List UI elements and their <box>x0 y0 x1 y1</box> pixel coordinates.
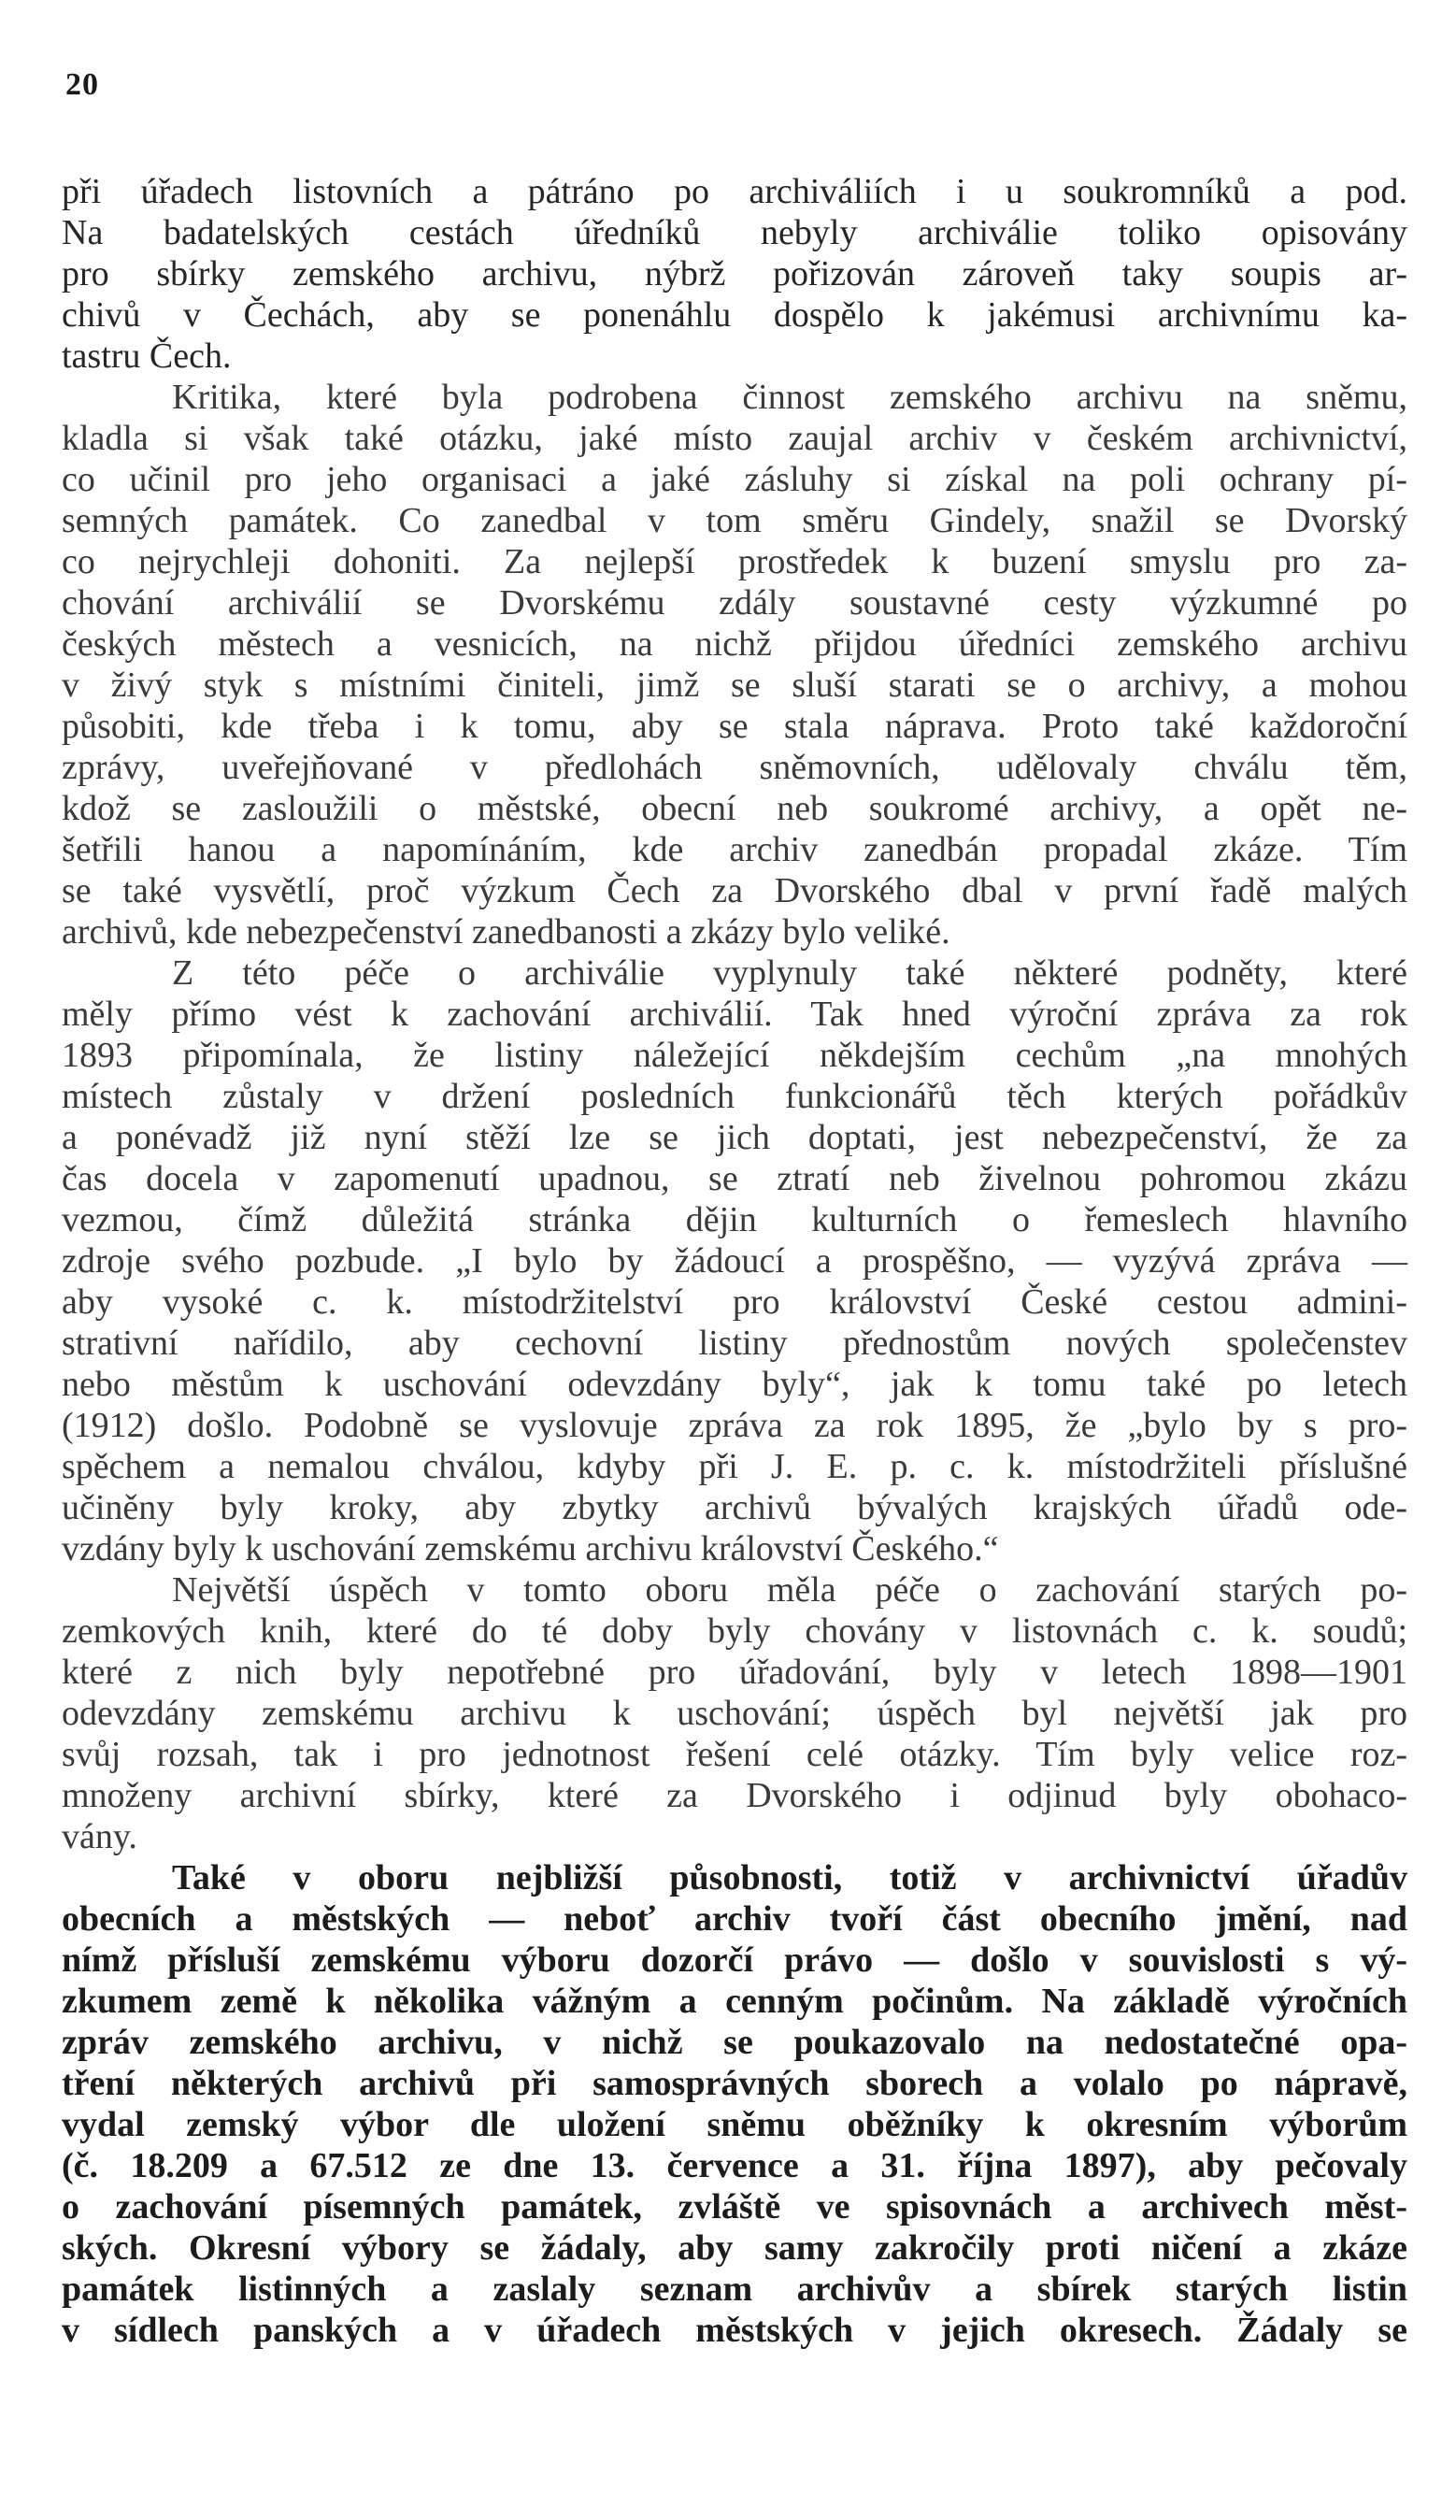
text-line: vezmou, čímž důležitá stránka dějin kulturních o řemeslech hlavního <box>62 1200 1407 1239</box>
text-line: kladla si však také otázku, jaké místo zaujal archiv v českém archivnictví, <box>62 419 1407 458</box>
text-line: zemkových knih, které do té doby byly chovány v listovnách c. k. soudů; <box>62 1611 1407 1651</box>
text-line: pro sbírky zemského archivu, nýbrž pořizován zároveň taky soupis ar- <box>62 254 1407 294</box>
text-line: vzdány byly k uschování zemskému archivu království Českého.“ <box>62 1529 999 1568</box>
text-line: čas docela v zapomenutí upadnou, se ztratí neb živelnou pohromou zkázu <box>62 1159 1407 1198</box>
text-line: kdož se zasloužili o městské, obecní neb soukromé archivy, a opět ne- <box>62 789 1407 828</box>
page-number: 20 <box>65 67 99 102</box>
text-line: Největší úspěch v tomto oboru měla péče o zachování starých po- <box>172 1570 1407 1610</box>
text-line: ských. Okresní výbory se žádaly, aby samy zakročily proti ničení a zkáze <box>62 2228 1407 2268</box>
text-line: které z nich byly nepotřebné pro úřadování, byly v letech 1898—1901 <box>62 1653 1407 1692</box>
text-line: strativní nařídilo, aby cechovní listiny přednostům nových společenstev <box>62 1324 1407 1363</box>
text-line: semných památek. Co zanedbal v tom směru Gindely, snažil se Dvorský <box>62 501 1407 540</box>
text-line: Na badatelských cestách úředníků nebyly archiválie toliko opisovány <box>62 213 1407 252</box>
text-line: Z této péče o archiválie vyplynuly také některé podněty, které <box>172 953 1407 993</box>
text-line: v sídlech panských a v úřadech městských v jejich okresech. Žádaly se <box>62 2311 1407 2350</box>
text-line: archivů, kde nebezpečenství zanedbanosti a zkázy bylo veliké. <box>62 912 950 952</box>
paragraph <box>62 377 1407 952</box>
text-line: (č. 18.209 a 67.512 ze dne 13. července a 31. října 1897), aby pečovaly <box>62 2146 1407 2185</box>
text-line: chování archiválií se Dvorskému zdály soustavné cesty výzkumné po <box>62 583 1407 623</box>
text-line: zprávy, uveřejňované v předlohách sněmovních, udělovaly chválu těm, <box>62 748 1407 787</box>
text-line: měly přímo vést k zachování archiválií. Tak hned výroční zpráva za rok <box>62 995 1407 1034</box>
text-line: vány. <box>62 1817 137 1856</box>
text-line: co nejrychleji dohoniti. Za nejlepší prostředek k buzení smyslu pro za- <box>62 542 1407 581</box>
text-line: obecních a městských — neboť archiv tvoří část obecního jmění, nad <box>62 1899 1407 1939</box>
text-line: v živý styk s místními činiteli, jimž se sluší starati se o archivy, a mohou <box>62 666 1407 705</box>
paragraph <box>62 1857 1407 2351</box>
text-line: odevzdány zemskému archivu k uschování; úspěch byl největší jak pro <box>62 1694 1407 1733</box>
paragraph <box>62 1569 1407 1857</box>
text-line: chivů v Čechách, aby se ponenáhlu dospělo k jakémusi archivnímu ka- <box>62 295 1407 335</box>
text-line: množeny archivní sbírky, které za Dvorského i odjinud byly obohaco- <box>62 1776 1407 1815</box>
text-line: Také v oboru nejbližší působnosti, totiž v archivnictví úřadův <box>172 1858 1407 1897</box>
text-line: působiti, kde třeba i k tomu, aby se stala náprava. Proto také každoroční <box>62 707 1407 746</box>
text-line: co učinil pro jeho organisaci a jaké zásluhy si získal na poli ochrany pí- <box>62 460 1407 499</box>
paragraph <box>62 171 1407 377</box>
text-line: nímž přísluší zemskému výboru dozorčí právo — došlo v souvislosti s vý- <box>62 1940 1407 1980</box>
text-line: 1893 připomínala, že listiny náležející někdejším cechům „na mnohých <box>62 1036 1407 1075</box>
text-line: Kritika, které byla podrobena činnost zemského archivu na sněmu, <box>172 378 1407 417</box>
text-line: vydal zemský výbor dle uložení sněmu oběžníky k okresním výborům <box>62 2105 1407 2144</box>
text-line: šetřili hanou a napomínáním, kde archiv zanedbán propadal zkáze. Tím <box>62 830 1407 869</box>
text-line: (1912) došlo. Podobně se vyslovuje zpráva za rok 1895, že „bylo by s pro- <box>62 1406 1407 1445</box>
text-line: zpráv zemského archivu, v nichž se poukazovalo na nedostatečné opa- <box>62 2023 1407 2062</box>
text-line: zkumem země k několika vážným a cenným počinům. Na základě výročních <box>62 1982 1407 2021</box>
paragraph <box>62 952 1407 1569</box>
text-line: a ponévadž již nyní stěží lze se jich doptati, jest nebezpečenství, že za <box>62 1118 1407 1157</box>
text-line: učiněny byly kroky, aby zbytky archivů bývalých krajských úřadů ode- <box>62 1488 1407 1527</box>
text-line: při úřadech listovních a pátráno po archiváliích i u soukromníků a pod. <box>62 172 1407 211</box>
text-line: tastru Čech. <box>62 336 232 376</box>
text-line: českých městech a vesnicích, na nichž přijdou úředníci zemského archivu <box>62 624 1407 664</box>
text-line: tření některých archivů při samosprávných sborech a volalo po nápravě, <box>62 2064 1407 2103</box>
text-line: aby vysoké c. k. místodržitelství pro království České cestou admini- <box>62 1282 1407 1322</box>
text-line: se také vysvětlí, proč výzkum Čech za Dvorského dbal v první řadě malých <box>62 871 1407 910</box>
text-line: spěchem a nemalou chválou, kdyby při J. E. p. c. k. místodržiteli příslušné <box>62 1447 1407 1486</box>
text-line: památek listinných a zaslaly seznam archivův a sbírek starých listin <box>62 2269 1407 2309</box>
text-line: svůj rozsah, tak i pro jednotnost řešení celé otázky. Tím byly velice roz- <box>62 1735 1407 1774</box>
text-body <box>62 171 1407 2351</box>
text-line: místech zůstaly v držení posledních funkcionářů těch kterých pořádkův <box>62 1077 1407 1116</box>
text-line: o zachování písemných památek, zvláště ve spisovnách a archivech měst- <box>62 2187 1407 2226</box>
text-line: nebo městům k uschování odevzdány byly“, jak k tomu také po letech <box>62 1365 1407 1404</box>
text-line: zdroje svého pozbude. „I bylo by žádoucí a prospěšno, — vyzývá zpráva — <box>62 1241 1407 1281</box>
